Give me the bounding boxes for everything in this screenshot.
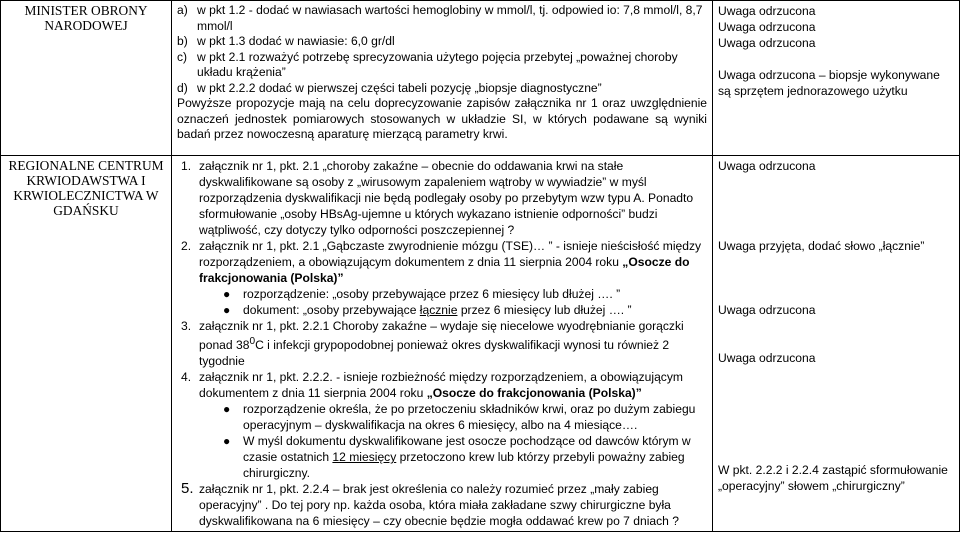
remark-cell bbox=[172, 156, 713, 532]
bullet-item: ● rozporządzenie określa, że po przetoczeniu składników krwi, oraz po dużym zabiegu operacyjnym – dyskwalifikacja na okres 6 miesięcy, albo na 4 miesiące…. bbox=[223, 402, 696, 433]
bullet-item: ● rozporządzenie: „osoby przebywające przez 6 miesięcy lub dłużej …. ” bbox=[223, 287, 621, 301]
bullet-item: ● W myśl dokumentu dyskwalifikowane jest osocze pochodzące od dawców którym w czasie ostatnich 12 miesięcy przetoczono krew lub którzy przebyli poważny zabieg chirurgiczny. bbox=[223, 434, 691, 481]
list-item: 2. załącznik nr 1, pkt. 2.1 „Gąbczaste zwyrodnienie mózgu (TSE)… ” - isnieje nieścisłość między rozporządzeniem, a obowiązującym dokumentem z dnia 11 sierpnia 2004 roku „Osocze do frakcjonowania (Polska)” bbox=[181, 239, 702, 285]
response-cell bbox=[713, 1, 960, 156]
response-text: W pkt. 2.2.2 i 2.2.4 zastąpić sformułowanie „operacyjny” słowem „chirurgiczny” bbox=[718, 463, 948, 493]
list-item: b) w pkt 1.3 dodać w nawiasie: 6,0 gr/dl bbox=[177, 34, 395, 48]
list-item: 1. załącznik nr 1, pkt. 2.1 „choroby zakaźne – obecnie do oddawania krwi na stałe dyskwalifikowane są osoby z „wirusowym zapaleniem wątroby w wywiadzie” w myśl rozporządzenia dyskwalifikacji nie będą podlegały osoby po przebytym wzw typu A. Ponadto sformułowanie „osoby HBsAg-ujemne u których wykazano istnienie odporności” budzi wątpliwość, czy dotyczy tylko odporności poszczepiennej ? bbox=[181, 159, 694, 237]
institution-cell bbox=[1, 1, 172, 156]
institution-cell bbox=[1, 156, 172, 532]
bullet-icon: ● bbox=[223, 303, 231, 317]
institution-name: MINISTER OBRONY NARODOWEJ bbox=[24, 3, 148, 33]
response-text: Uwaga przyjęta, dodać słowo „łącznie” bbox=[718, 239, 925, 253]
list-item: 3. załącznik nr 1, pkt. 2.2.1 Choroby zakaźne – wydaje się niecelowe wyodrębnianie gorączki ponad $38^0C$ i infekcji grypopodobnej ponieważ okres dyskwalifikacji wynosi tu również 2 tygodnie bbox=[181, 319, 684, 369]
response-text: Uwaga odrzucona bbox=[718, 159, 816, 173]
bullet-icon: ● bbox=[223, 434, 231, 449]
list-item: d) w pkt 2.2.2 dodać w pierwszej części tabeli pozycję „biopsje diagnostyczne” bbox=[177, 80, 602, 95]
list-item: 5. załącznik nr 1, pkt. 2.2.4 – brak jest określenia co należy rozumieć przez „mały zabieg operacyjny” . Do tej pory np. każda osoba, która miała zakładane szwy chirurgiczne była dyskwalifikowana na 6 miesięcy – czy obecnie będzie mogła oddawać krew po 7 dniach ? bbox=[181, 480, 679, 529]
remark-cell bbox=[172, 1, 713, 156]
response-text: Uwaga odrzucona bbox=[718, 303, 816, 317]
response-text: Uwaga odrzucona bbox=[718, 4, 816, 18]
table-row bbox=[1, 156, 960, 532]
bullet-item: ● dokument: „osoby przebywające łącznie przez 6 miesięcy lub dłużej …. ” bbox=[223, 303, 632, 317]
list-item: a) w pkt 1.2 - dodać w nawiasach wartości hemoglobiny w mmol/l, tj. odpowied io: 7,8 mmol/l, 8,7 mmol/l bbox=[177, 3, 703, 33]
table-row bbox=[1, 1, 960, 156]
response-text: Uwaga odrzucona bbox=[718, 36, 816, 50]
bullet-icon: ● bbox=[223, 287, 231, 301]
justification-paragraph: Powyższe propozycje mają na celu doprecyzowanie zapisów załącznika nr 1 oraz uwzględnienie oznaczeń jednostek pomiarowych stosowanych w układzie SI, w których podawane są wyniki badań przez nowoczesną aparaturę mierzącą parametry krwi. bbox=[177, 96, 707, 141]
response-text: Uwaga odrzucona bbox=[718, 20, 816, 34]
bullet-icon: ● bbox=[223, 402, 231, 417]
response-text: Uwaga odrzucona – biopsje wykonywane są sprzętem jednorazowego użytku bbox=[718, 68, 940, 98]
response-text: Uwaga odrzucona bbox=[718, 351, 816, 365]
institution-name: REGIONALNE CENTRUM KRWIODAWSTWA I KRWIOLECZNICTWA W GDAŃSKU bbox=[8, 158, 164, 218]
response-cell bbox=[713, 156, 960, 532]
list-item: 4. załącznik nr 1, pkt. 2.2.2. - isnieje rozbieżność między rozporządzeniem, a obowiązującym dokumentem z dnia 11 sierpnia 2004 roku „Osocze do frakcjonowania (Polska)” bbox=[181, 370, 683, 401]
list-item: c) w pkt 2.1 rozważyć potrzebę sprecyzowania użytego pojęcia przebytej „poważnej choroby układu krążenia” bbox=[177, 49, 678, 79]
